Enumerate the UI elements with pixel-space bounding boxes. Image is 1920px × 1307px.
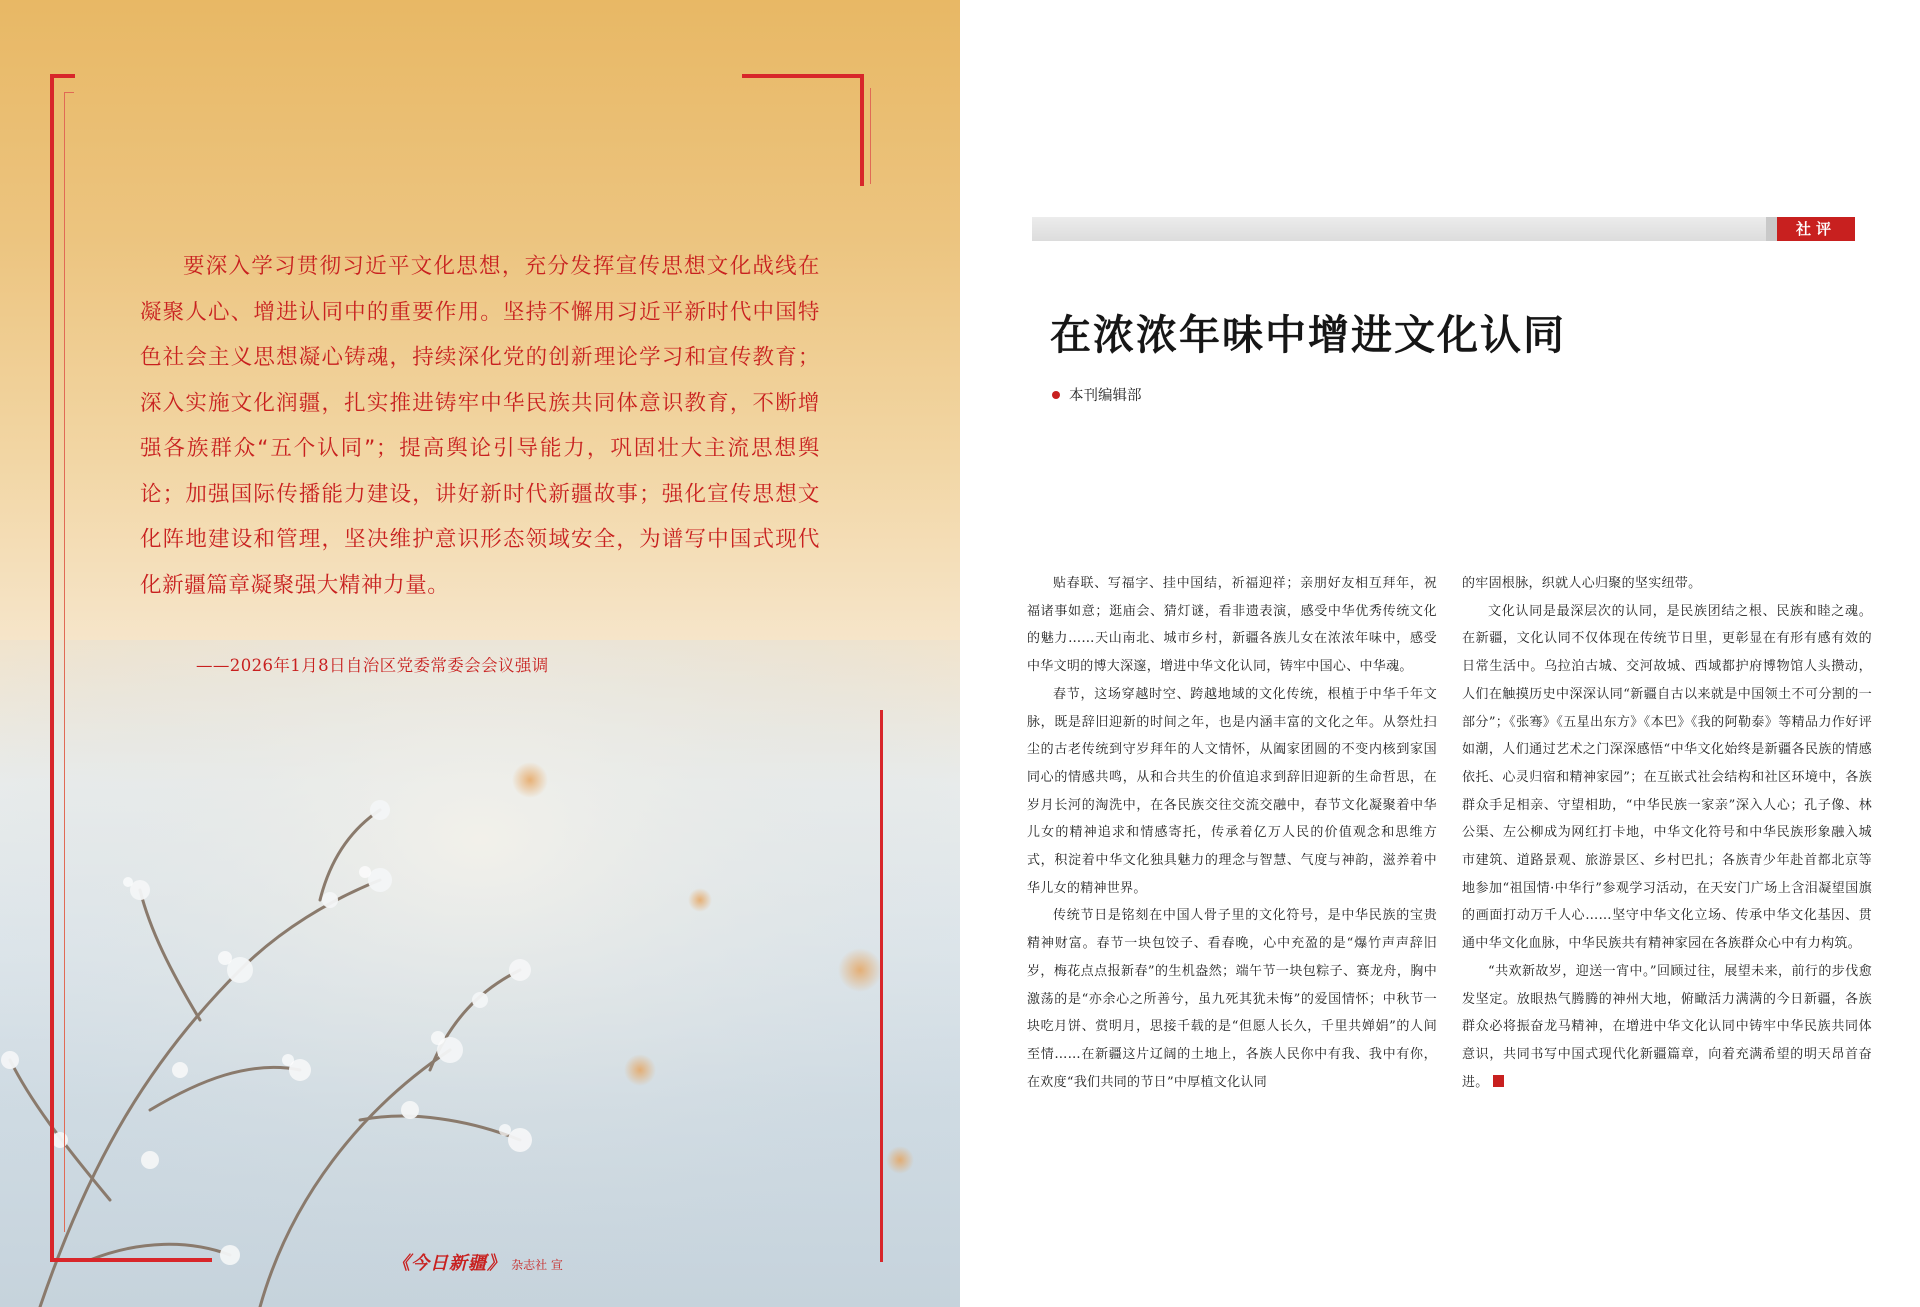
publisher-credit [392,1249,563,1275]
article-column-2 [1462,570,1872,1096]
frame-left [50,74,54,1262]
paragraph [1462,958,1872,1097]
header-band [1032,217,1770,241]
paragraph: 春节，这场穿越时空、跨越地域的文化传统，根植于中华千年文脉，既是辞旧迎新的时间之年，也是内涵丰富的文化之年。从祭灶扫尘的古老传统到守岁拜年的人文情怀，从阖家团圆的不变内核到家国同心的情感共鸣，从和合共生的价值追求到辞旧迎新的生命哲思，在岁月长河的淘洗中，在各民族交往交流交融中，春节文化凝聚着中华儿女的精神追求和情感寄托，传承着亿万人民的价值观念和思维方式，积淀着中华文化独具魅力的理念与智慧、气度与神韵，滋养着中华儿女的精神世界。 [1027,686,1437,896]
end-mark-icon [1493,1075,1504,1087]
frame-right-lower [880,710,883,1262]
byline-dot-icon [1052,391,1060,399]
publisher-brand: 《今日新疆》 [392,1253,506,1274]
frame-thin-left [64,92,65,1232]
quote-source: ——2026年1月8日自治区党委常委会会议强调 [196,656,549,675]
article-column-1 [1027,570,1437,1096]
paragraph: 贴春联、写福字、挂中国结，祈福迎祥；亲朋好友相互拜年，祝福诸事如意；逛庙会、猜灯谜，看非遗表演，感受中华优秀传统文化的魅力……天山南北、城市乡村，新疆各族儿女在浓浓年味中，感受中华文明的博大深邃，增进中华文化认同，铸牢中国心、中华魂。 [1027,576,1437,675]
byline [1052,384,1142,405]
frame-bottom-left [50,1258,212,1262]
frosted-plant-photo [0,640,960,1307]
section-tag: 社评 [1777,217,1855,241]
article-title: 在浓浓年味中增进文化认同 [1050,311,1566,359]
leadership-quote: 要深入学习贯彻习近平文化思想，充分发挥宣传思想文化战线在凝聚人心、增进认同中的重要作用。坚持不懈用习近平新时代中国特色社会主义思想凝心铸魂，持续深化党的创新理论学习和宣传教育；深入实施文化润疆，扎实推进铸牢中华民族共同体意识教育，不断增强各族群众“五个认同”；提高舆论引导能力，巩固壮大主流思想舆论；加强国际传播能力建设，讲好新时代新疆故事；强化宣传思想文化阵地建设和管理，坚决维护意识形态领域安全，为谱写中国式现代化新疆篇章凝聚强大精神力量。 [140,254,820,598]
frame-top-right [742,74,864,78]
paragraph: 文化认同是最深层次的认同，是民族团结之根、民族和睦之魂。在新疆，文化认同不仅体现在传统节日里，更彰显在有形有感有效的日常生活中。乌拉泊古城、交河故城、西域都护府博物馆人头攒动，人们在触摸历史中深深认同“新疆自古以来就是中国领土不可分割的一部分”；《张骞》《五星出东方》《本巴》《我的阿勒泰》等精品力作好评如潮，人们通过艺术之门深深感悟“中华文化始终是新疆各民族的情感依托、心灵归宿和精神家园”；在互嵌式社会结构和社区环境中，各族群众手足相亲、守望相助，“中华民族一家亲”深入人心；孔子像、林公渠、左公柳成为网红打卡地，中华文化符号和中华民族形象融入城市建筑、道路景观、旅游景区、乡村巴扎；各族青少年赴首都北京等地参加“祖国情·中华行”参观学习活动，在天安门广场上含泪凝望国旗的画面打动万千人心……坚守中华文化立场、传承中华文化基因、贯通中华文化血脉，中华民族共有精神家园在各族群众心中有力构筑。 [1462,603,1872,952]
publisher-rest: 杂志社 宣 [511,1258,563,1272]
paragraph-text: “共欢新故岁，迎送一宵中。”回顾过往，展望未来，前行的步伐愈发坚定。放眼热气腾腾的神州大地，俯瞰活力满满的今日新疆，各族群众必将振奋龙马精神，在增进中华文化认同中铸牢中华民族共同体意识，共同书写中国式现代化新疆篇章，向着充满希望的明天昂首奋进。 [1462,963,1872,1090]
frame-thin-right [870,88,871,184]
paragraph: 的牢固根脉，织就人心归聚的坚实纽带。 [1462,576,1702,591]
byline-text: 本刊编辑部 [1069,388,1142,404]
right-page [960,0,1920,1307]
frame-right-upper [860,74,864,186]
paragraph: 传统节日是铭刻在中国人骨子里的文化符号，是中华民族的宝贵精神财富。春节一块包饺子、看春晚，心中充盈的是“爆竹声声辞旧岁，梅花点点报新春”的生机盎然；端午节一块包粽子、赛龙舟，胸中激荡的是“亦余心之所善兮，虽九死其犹未悔”的爱国情怀；中秋节一块吃月饼、赏明月，思接千载的是“但愿人长久，千里共婵娟”的人间至情……在新疆这片辽阔的土地上，各族人民你中有我、我中有你，在欢度“我们共同的节日”中厚植文化认同 [1027,908,1437,1090]
frame-thin-top [64,92,74,93]
